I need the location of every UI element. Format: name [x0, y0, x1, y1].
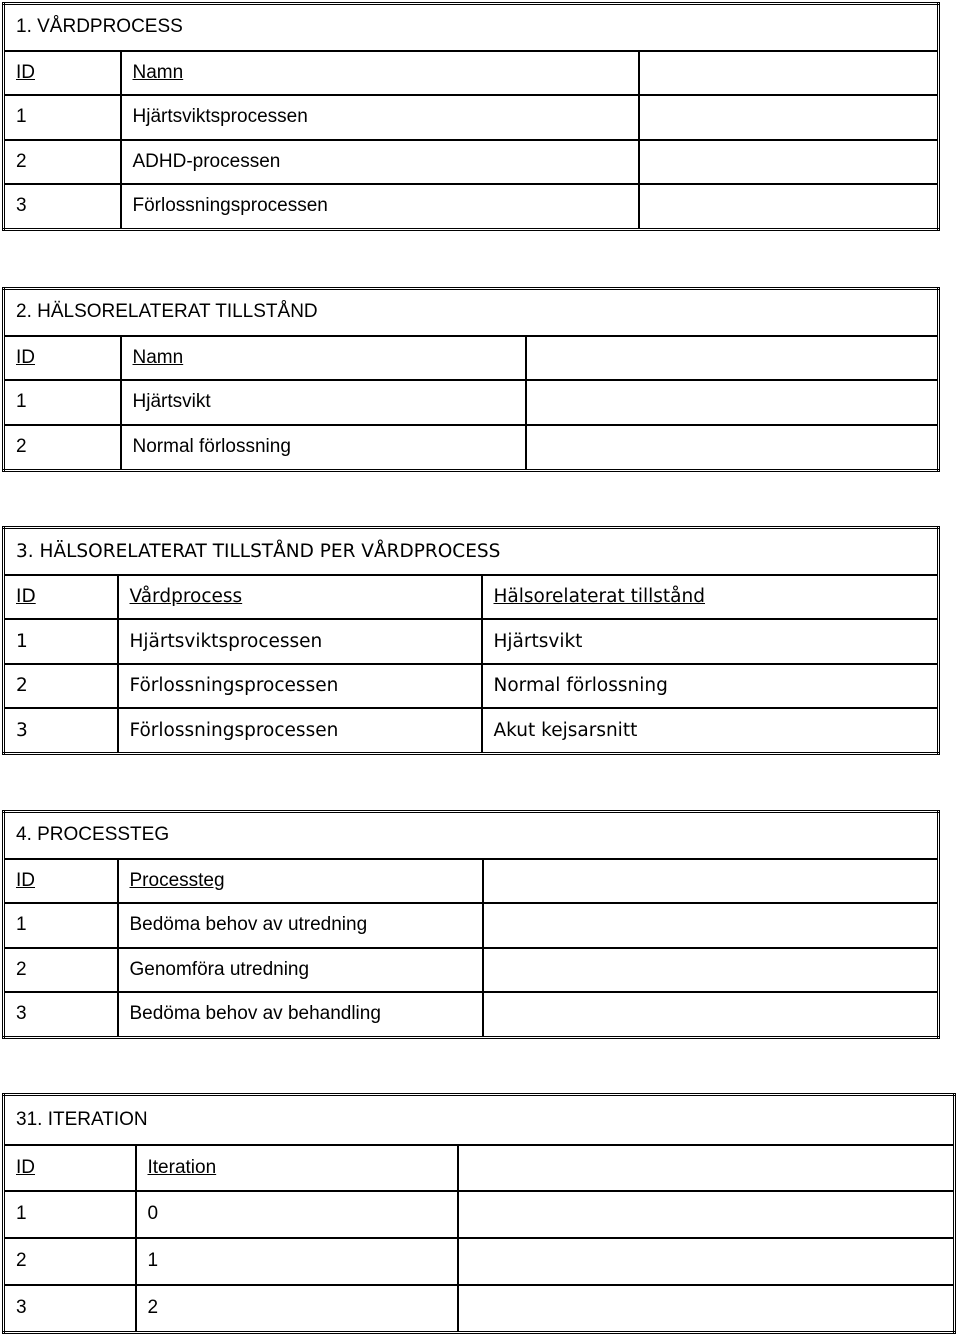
- empty-cell: [458, 1145, 955, 1191]
- header-id: ID: [4, 1145, 136, 1191]
- row-tillstand: Akut kejsarsnitt: [482, 708, 939, 754]
- row-id: 1: [4, 619, 118, 664]
- table-row: [4, 1285, 955, 1333]
- row-id: 3: [4, 184, 121, 230]
- row-processteg: Bedöma behov av utredning: [118, 903, 483, 948]
- row-vardprocess: Förlossningsprocessen: [118, 708, 482, 754]
- row-id: 2: [4, 425, 121, 471]
- table-row: [4, 992, 939, 1038]
- empty-cell: [639, 95, 939, 140]
- row-vardprocess: Hjärtsviktsprocessen: [118, 619, 482, 664]
- row-id: 1: [4, 1191, 136, 1238]
- empty-cell: [526, 425, 939, 471]
- row-id: 1: [4, 380, 121, 425]
- table-row: [4, 948, 939, 992]
- header-processteg: Processteg: [118, 859, 483, 903]
- empty-cell: [483, 903, 939, 948]
- row-id: 1: [4, 95, 121, 140]
- row-id: 3: [4, 708, 118, 754]
- row-processteg: Bedöma behov av behandling: [118, 992, 483, 1038]
- table-row: [4, 184, 939, 230]
- empty-cell: [483, 859, 939, 903]
- processteg-title: 4. PROCESSTEG: [4, 812, 939, 859]
- row-iteration: 2: [136, 1285, 458, 1333]
- row-id: 1: [4, 903, 118, 948]
- row-id: 3: [4, 992, 118, 1038]
- row-vardprocess: Förlossningsprocessen: [118, 664, 482, 708]
- header-id: ID: [4, 336, 121, 380]
- empty-cell: [639, 51, 939, 95]
- halsorelaterat-tillstand-table: [2, 287, 940, 472]
- row-namn: Hjärtsvikt: [121, 380, 526, 425]
- table-row: [4, 619, 939, 664]
- vardprocess-table: [2, 2, 940, 231]
- table-row: [4, 708, 939, 754]
- header-namn: Namn: [121, 51, 639, 95]
- empty-cell: [639, 140, 939, 184]
- row-namn: Förlossningsprocessen: [121, 184, 639, 230]
- empty-cell: [526, 380, 939, 425]
- table-row: [4, 380, 939, 425]
- row-id: 2: [4, 1238, 136, 1285]
- empty-cell: [639, 184, 939, 230]
- row-namn: Normal förlossning: [121, 425, 526, 471]
- table-row: [4, 1238, 955, 1285]
- table-row: [4, 903, 939, 948]
- iteration-table: [2, 1093, 956, 1334]
- header-id: ID: [4, 859, 118, 903]
- row-tillstand: Hjärtsvikt: [482, 619, 939, 664]
- row-iteration: 0: [136, 1191, 458, 1238]
- halsorelaterat-tillstand-title: 2. HÄLSORELATERAT TILLSTÅND: [4, 289, 939, 336]
- header-iteration: Iteration: [136, 1145, 458, 1191]
- header-namn: Namn: [121, 336, 526, 380]
- header-halsorelaterat-tillstand: Hälsorelaterat tillstånd: [482, 575, 939, 619]
- row-id: 2: [4, 948, 118, 992]
- row-id: 2: [4, 140, 121, 184]
- header-id: ID: [4, 51, 121, 95]
- row-tillstand: Normal förlossning: [482, 664, 939, 708]
- row-namn: ADHD-processen: [121, 140, 639, 184]
- table-row: [4, 664, 939, 708]
- empty-cell: [458, 1238, 955, 1285]
- processteg-table: [2, 810, 940, 1039]
- row-namn: Hjärtsviktsprocessen: [121, 95, 639, 140]
- empty-cell: [458, 1191, 955, 1238]
- table-row: [4, 140, 939, 184]
- row-id: 2: [4, 664, 118, 708]
- iteration-title: 31. ITERATION: [4, 1095, 955, 1145]
- empty-cell: [458, 1285, 955, 1333]
- tillstand-per-vardprocess-title: 3. HÄLSORELATERAT TILLSTÅND PER VÅRDPROCESS: [4, 528, 939, 575]
- empty-cell: [526, 336, 939, 380]
- row-id: 3: [4, 1285, 136, 1333]
- header-vardprocess: Vårdprocess: [118, 575, 482, 619]
- table-row: [4, 95, 939, 140]
- tillstand-per-vardprocess-table: [2, 526, 940, 755]
- row-iteration: 1: [136, 1238, 458, 1285]
- row-processteg: Genomföra utredning: [118, 948, 483, 992]
- empty-cell: [483, 992, 939, 1038]
- empty-cell: [483, 948, 939, 992]
- table-row: [4, 425, 939, 471]
- vardprocess-title: 1. VÅRDPROCESS: [4, 4, 939, 51]
- table-row: [4, 1191, 955, 1238]
- header-id: ID: [4, 575, 118, 619]
